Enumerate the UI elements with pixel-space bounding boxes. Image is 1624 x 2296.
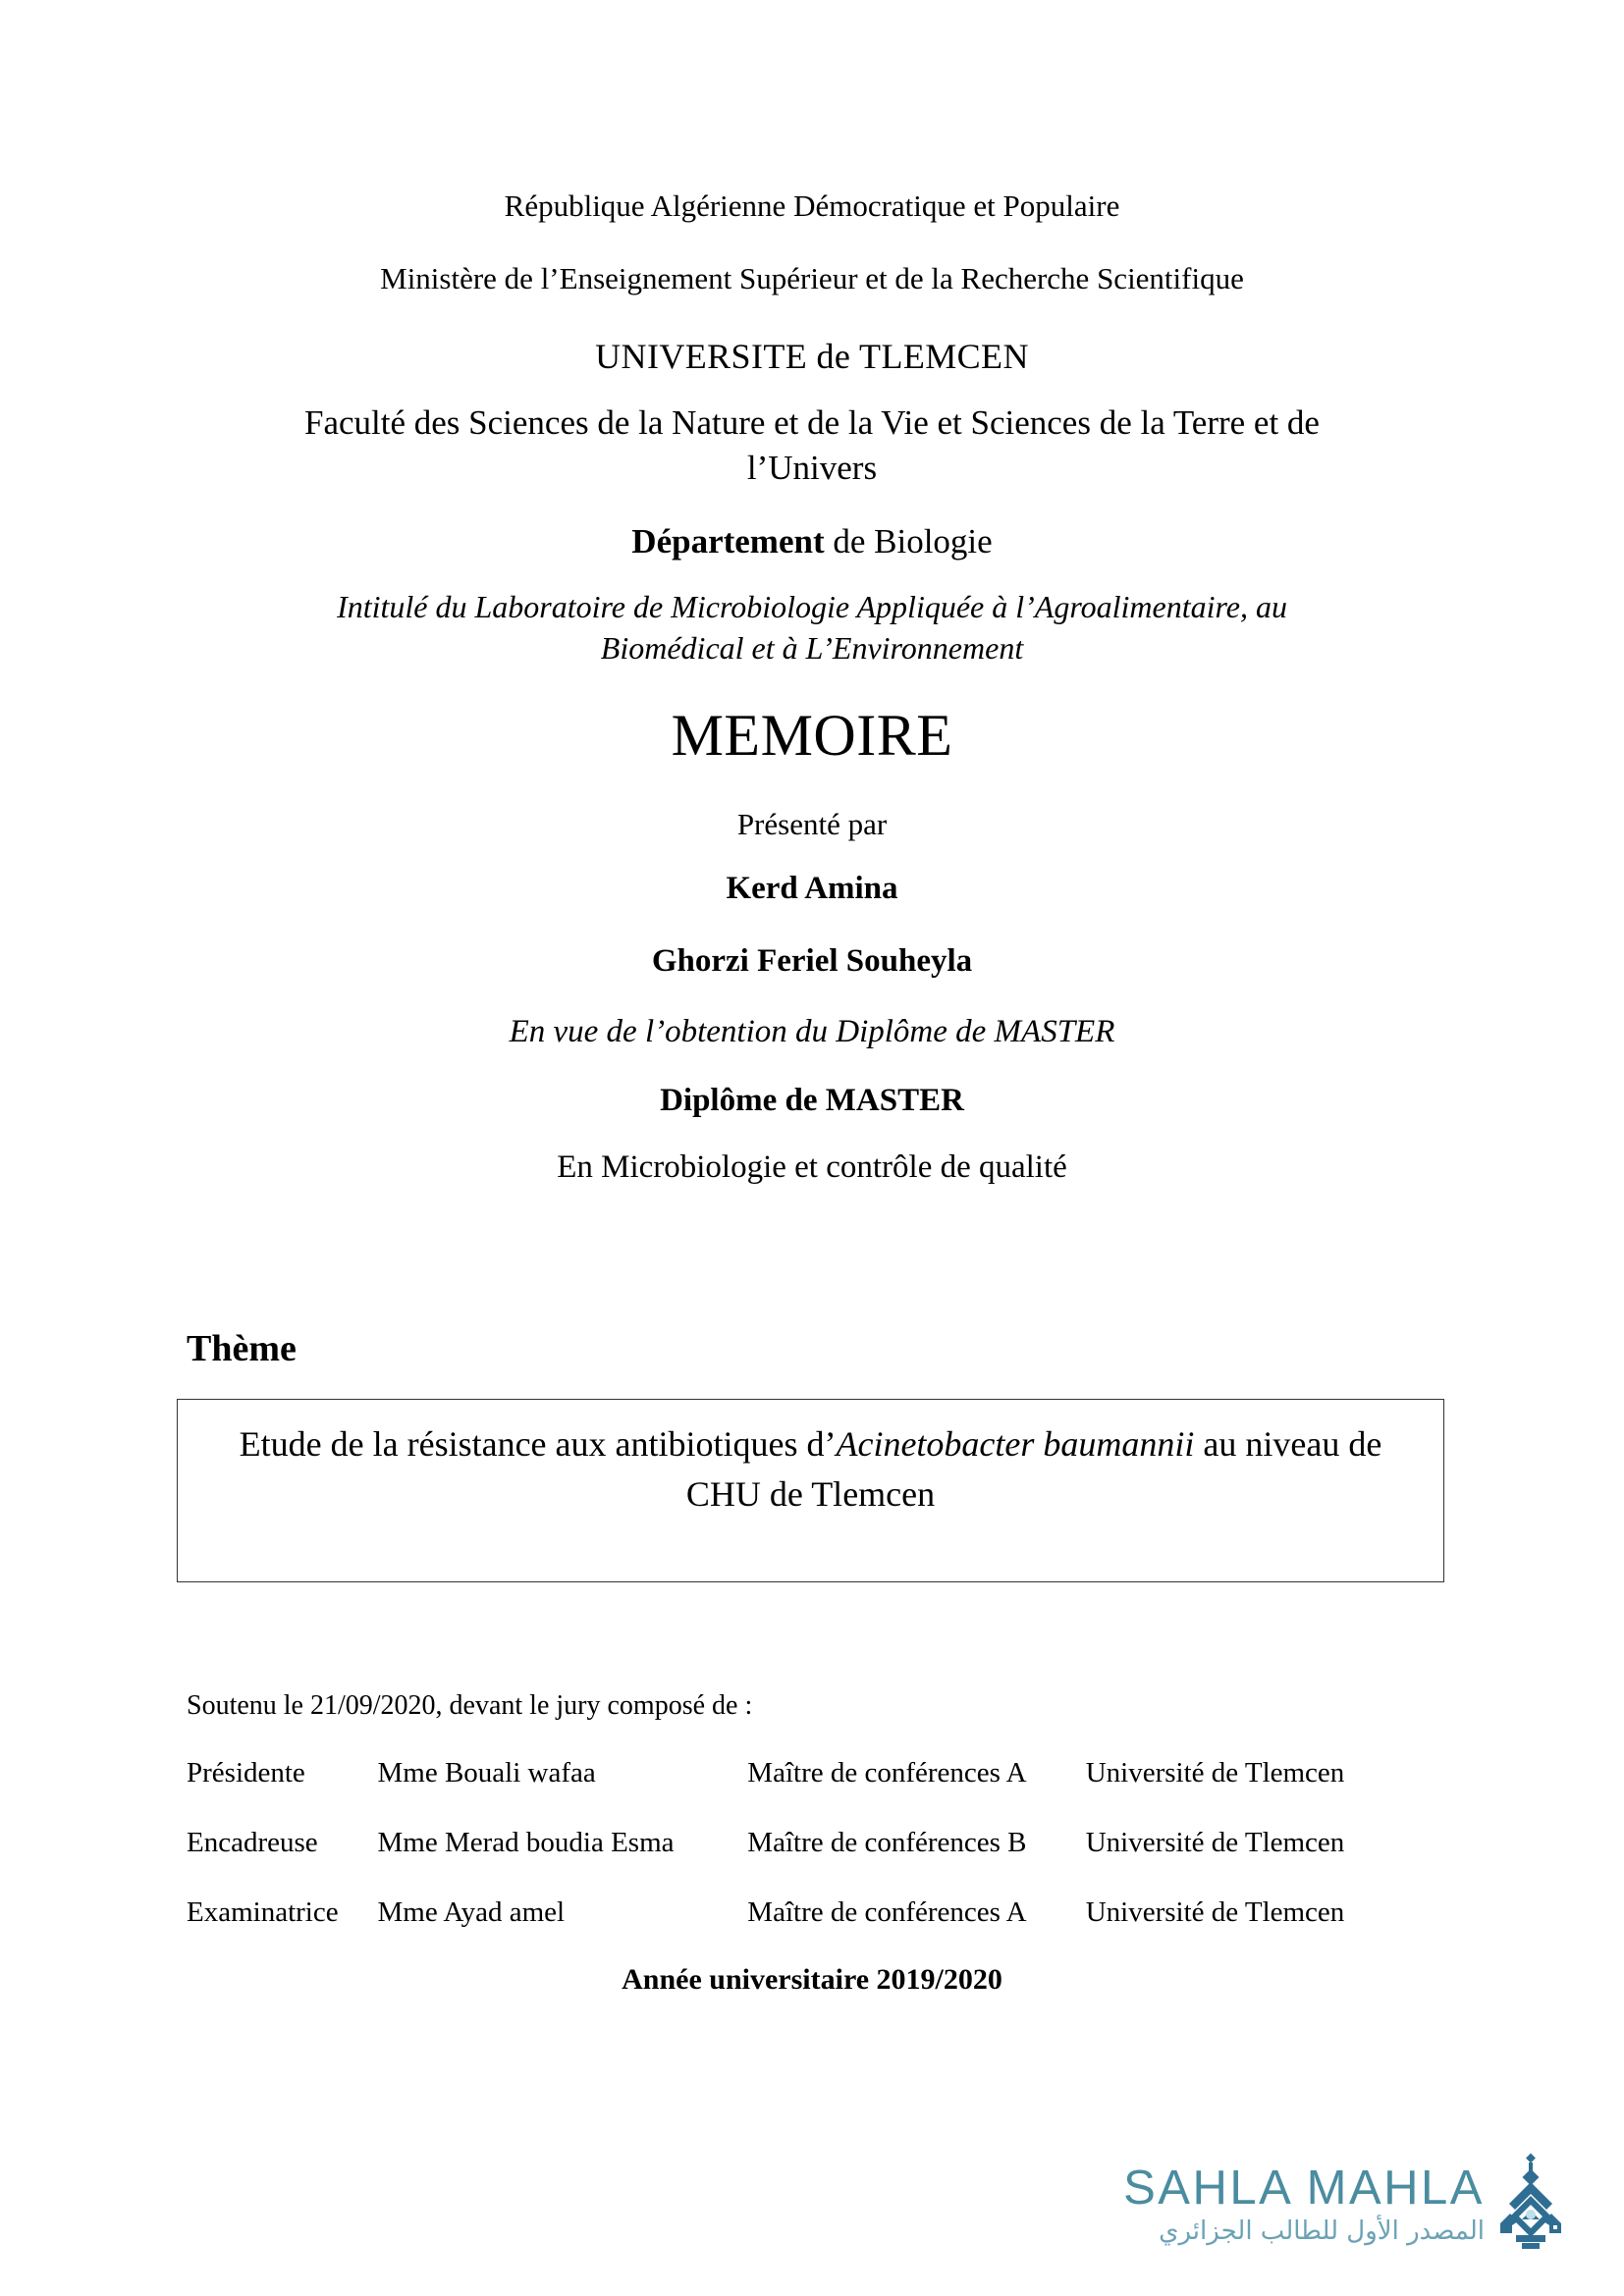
laboratory-line: Intitulé du Laboratoire de Microbiologie Appliquée à l’Agroalimentaire, au Biomédical et à L’Environnement [337,589,1287,667]
jury-grade: Maître de conférences A [747,1896,1027,1928]
table-row [187,1896,1414,1966]
table-row [187,1757,1414,1827]
diploma-name: Diplôme de MASTER [660,1083,964,1118]
university-line: UNIVERSITE de TLEMCEN [595,337,1029,376]
thesis-title-box [177,1399,1444,1582]
thesis-title [178,1419,1443,1520]
table-row [187,1827,1414,1896]
jury-name: Mme Ayad amel [377,1896,566,1928]
logo-wordmark: SAHLA MAHLA [1123,2161,1485,2215]
department-label-rest: de Biologie [824,522,993,561]
department-label-bold: Département [631,522,825,561]
faculty-line: Faculté des Sciences de la Nature et de la Vie et Sciences de la Terre et de l’Univers [304,403,1320,488]
academic-year: Année universitaire 2019/2020 [622,1963,1002,1996]
jury-role: Présidente [187,1757,305,1789]
author-name-2: Ghorzi Feriel Souheyla [651,943,973,979]
jury-name: Mme Bouali wafaa [377,1757,596,1789]
diploma-purpose-line: En vue de l’obtention du Diplôme de MASTER [509,1014,1115,1049]
jury-grade: Maître de conférences A [747,1757,1027,1789]
author-name-1: Kerd Amina [726,871,898,906]
thesis-title-part-1: Etude de la résistance aux antibiotiques d’ [239,1424,837,1464]
presented-by-label: Présenté par [736,807,888,841]
jury-role: Encadreuse [187,1827,318,1858]
sahla-mahla-logo [1123,2153,1567,2255]
thesis-title-part-2: au niveau de CHU de Tlemcen [685,1424,1382,1515]
jury-grade: Maître de conférences B [747,1827,1027,1858]
ministry-line: Ministère de l’Enseignement Supérieur et de la Recherche Scientifique [380,261,1244,295]
jury-table [187,1757,1414,1966]
logo-arabic-tagline: المصدر الأول للطالب الجزائري [1159,2216,1485,2246]
theme-heading: Thème [187,1328,297,1369]
speciality-line: En Microbiologie et contrôle de qualité [557,1149,1067,1185]
department-line [0,519,1624,564]
jury-name: Mme Merad boudia Esma [377,1827,675,1858]
republic-line: République Algérienne Démocratique et Populaire [504,188,1120,223]
jury-institution: Université de Tlemcen [1085,1896,1345,1928]
jury-institution: Université de Tlemcen [1085,1827,1345,1858]
thesis-title-species: Acinetobacter baumannii [836,1424,1195,1464]
logo-text-column [1123,2161,1485,2246]
sahla-mahla-mark-icon [1494,2153,1567,2255]
jury-institution: Université de Tlemcen [1085,1757,1345,1789]
defense-statement: Soutenu le 21/09/2020, devant le jury composé de : [187,1690,753,1721]
jury-role: Examinatrice [187,1896,339,1928]
memoire-heading: MEMOIRE [671,703,953,768]
